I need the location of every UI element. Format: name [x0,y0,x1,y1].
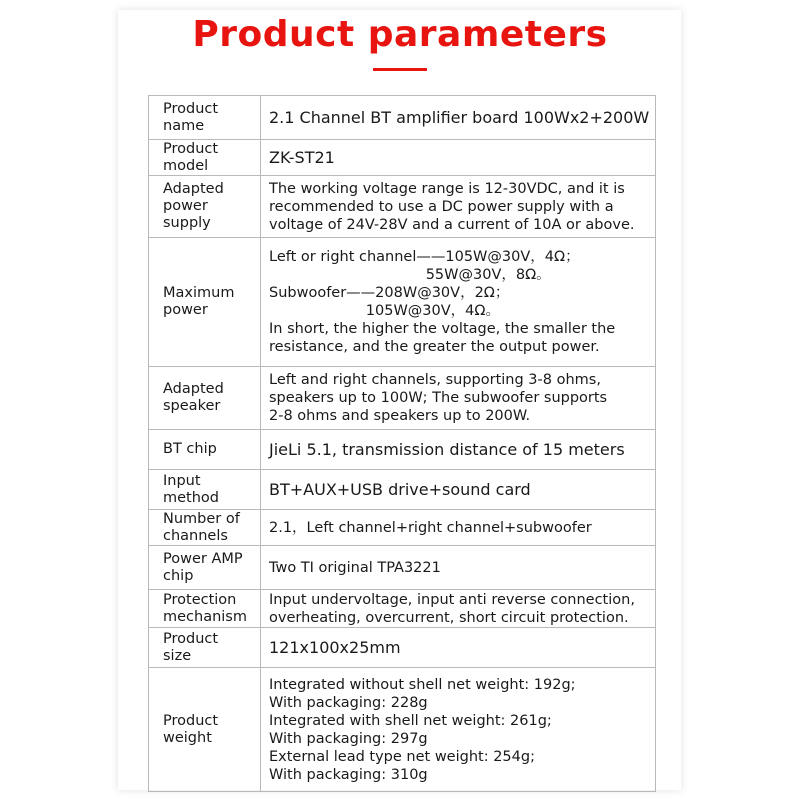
value-line: ZK-ST21 [269,147,335,167]
row-value-adapted-speaker [261,367,656,430]
row-label-maximum-power [149,238,261,367]
table-row [149,176,656,238]
label-line: weight [163,729,212,746]
row-value-number-of-channels [261,510,656,546]
row-label-power-amp-chip [149,546,261,590]
row-label-input-method [149,470,261,510]
row-label-product-model [149,140,261,176]
row-value-power-amp-chip [261,546,656,590]
value-line: overheating, overcurrent, short circuit protection. [269,609,629,626]
label-line: Adapted [163,381,224,397]
label-line: Number of [163,510,240,527]
label-line: chip [163,567,194,584]
value-line: 2.1，Left channel+right channel+subwoofer [269,519,592,536]
row-value-adapted-power-supply [261,176,656,238]
label-line: Maximum [163,285,235,301]
table-row [149,470,656,510]
table-row [149,367,656,430]
value-line: 105W@30V，4Ω。 [269,303,500,319]
row-label-adapted-power-supply [149,176,261,238]
value-line: The working voltage range is 12-30VDC, and it is [269,180,625,197]
row-value-input-method [261,470,656,510]
table-row [149,590,656,628]
value-line: In short, the higher the voltage, the smaller the [269,321,616,337]
row-value-product-name [261,96,656,140]
value-line: voltage of 24V-28V and a current of 10A or above. [269,216,635,233]
label-line: method [163,489,219,506]
row-label-adapted-speaker [149,367,261,430]
value-line: 55W@30V，8Ω。 [269,267,551,283]
row-label-product-weight [149,668,261,792]
label-line: Product [163,630,219,647]
row-label-bt-chip [149,430,261,470]
row-label-protection-mechanism [149,590,261,628]
label-line: channels [163,527,228,544]
page-title: Product parameters [192,14,608,55]
row-label-product-size [149,628,261,668]
table-row [149,628,656,668]
label-line: name [163,117,205,134]
label-line: speaker [163,398,221,414]
value-line: Subwoofer——208W@30V，2Ω； [269,285,510,301]
table-row [149,140,656,176]
row-value-product-weight [261,668,656,792]
label-line: size [163,647,192,664]
value-line: With packaging: 228g [269,694,428,711]
title-underline [373,68,427,71]
value-line: Left and right channels, supporting 3-8 ohms, [269,372,601,388]
row-value-bt-chip [261,430,656,470]
row-label-product-name [149,96,261,140]
table-row [149,668,656,792]
row-value-product-model [261,140,656,176]
parameters-table [148,95,656,792]
label-line: Product [163,100,219,117]
value-line: 2-8 ohms and speakers up to 200W. [269,408,531,424]
label-line: mechanism [163,608,247,625]
value-line: resistance, and the greater the output power. [269,339,600,355]
value-line: BT+AUX+USB drive+sound card [269,479,531,499]
value-line: With packaging: 297g [269,730,428,747]
label-line: power [163,198,208,214]
label-line: Product [163,140,219,157]
value-line: Two TI original TPA3221 [269,559,441,576]
row-value-protection-mechanism [261,590,656,628]
table-row [149,430,656,470]
value-line: recommended to use a DC power supply with a [269,198,614,215]
value-line: speakers up to 100W; The subwoofer supports [269,390,608,406]
value-line: Integrated without shell net weight: 192g; [269,676,576,693]
value-line: Integrated with shell net weight: 261g; [269,712,552,729]
value-line: Left or right channel——105W@30V，4Ω； [269,249,580,265]
label-line: Product [163,712,219,729]
row-value-product-size [261,628,656,668]
label-line: Power AMP [163,550,243,567]
value-line: With packaging: 310g [269,766,428,783]
value-line: JieLi 5.1, transmission distance of 15 meters [269,439,625,459]
table-row [149,546,656,590]
label-line: Input [163,472,201,489]
label-line: supply [163,215,211,231]
table-row [149,96,656,140]
row-label-number-of-channels [149,510,261,546]
label-line: Protection [163,591,237,608]
row-value-maximum-power [261,238,656,367]
value-line: 121x100x25mm [269,637,401,657]
table-row [149,238,656,367]
label-line: power [163,302,208,318]
value-line: External lead type net weight: 254g; [269,748,535,765]
value-line: 2.1 Channel BT amplifier board 100Wx2+200W [269,107,650,127]
table-row [149,510,656,546]
label-line: Adapted [163,181,224,197]
label-line: BT chip [163,441,217,457]
label-line: model [163,157,209,174]
value-line: Input undervoltage, input anti reverse connection, [269,591,635,608]
